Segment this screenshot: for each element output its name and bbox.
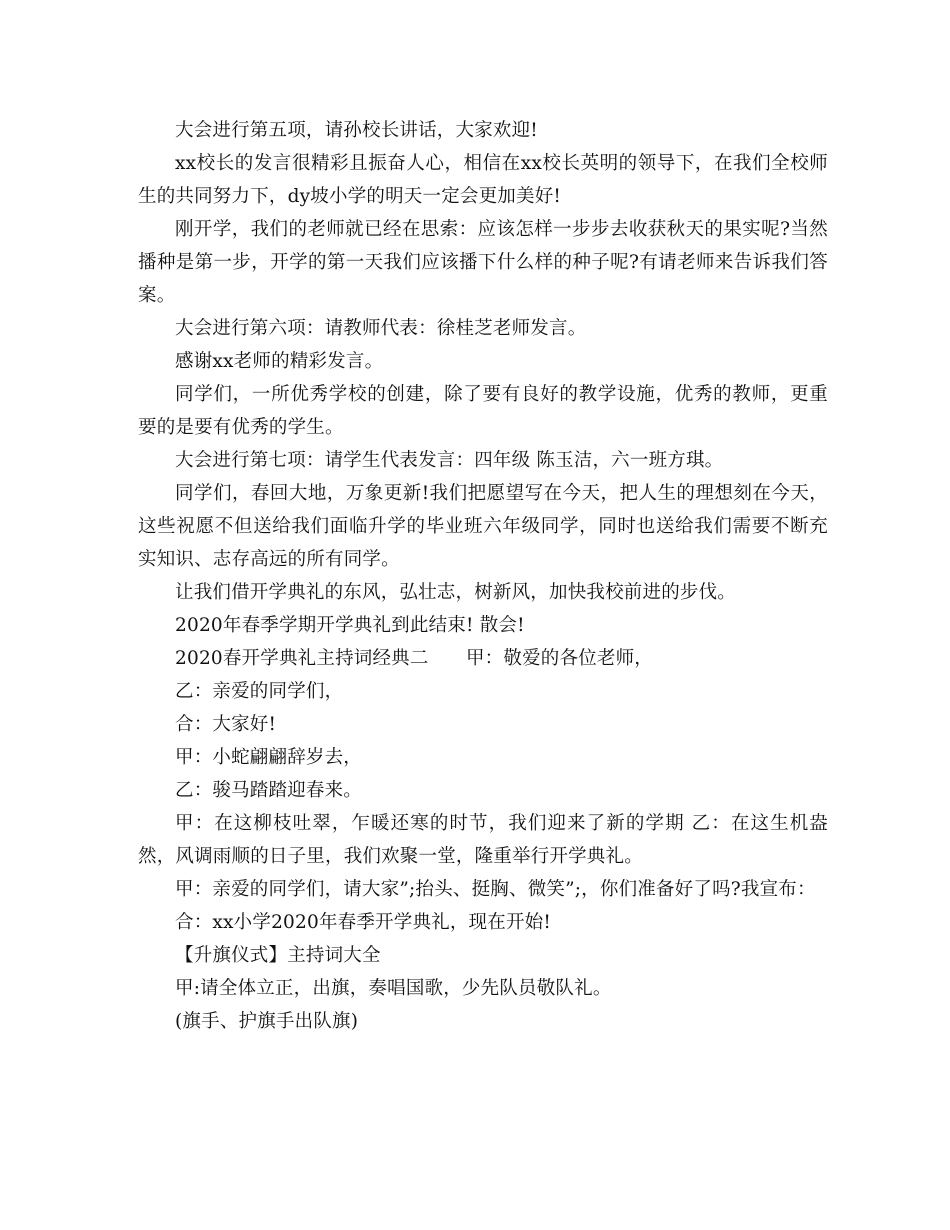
paragraph-16: 甲：在这柳枝吐翠，乍暖还寒的时节，我们迎来了新的学期 乙：在这生机盎然，风调雨顺的日子里，我们欢聚一堂，隆重举行开学典礼。 [138, 813, 828, 867]
paragraph-19: 【升旗仪式】主持词大全 [175, 945, 381, 966]
paragraph-5: 感谢xx老师的精彩发言。 [175, 351, 384, 372]
paragraph-21: (旗手、护旗手出队旗) [175, 1011, 359, 1032]
paragraph-20: 甲:请全体立正，出旗，奏唱国歌，少先队员敬队礼。 [175, 978, 612, 999]
paragraph-2: xx校长的发言很精彩且振奋人心，相信在xx校长英明的领导下，在我们全校师生的共同努力下，dy坡小学的明天一定会更加美好! [138, 153, 828, 207]
paragraph-7: 大会进行第七项：请学生代表发言：四年级 陈玉洁，六一班方琪。 [175, 450, 724, 471]
paragraph-8: 同学们，春回大地，万象更新!我们把愿望写在今天，把人生的理想刻在今天，这些祝愿不但送给我们面临升学的毕业班六年级同学，同时也送给我们需要不断充实知识、志存高远的所有同学。 [138, 483, 828, 570]
paragraph-17: 甲：亲爱的同学们，请大家”;抬头、挺胸、微笑”;，你们准备好了吗?我宣布： [175, 879, 816, 900]
paragraph-12: 乙：亲爱的同学们， [175, 681, 344, 702]
paragraph-11: 2020春开学典礼主持词经典二 甲：敬爱的各位老师， [175, 648, 653, 669]
paragraph-13: 合：大家好! [175, 714, 277, 735]
paragraph-9: 让我们借开学典礼的东风，弘壮志，树新风，加快我校前进的步伐。 [175, 582, 737, 603]
paragraph-14: 甲：小蛇翩翩辞岁去， [175, 747, 363, 768]
paragraph-1: 大会进行第五项，请孙校长讲话，大家欢迎! [175, 120, 538, 141]
paragraph-15: 乙：骏马踏踏迎春来。 [175, 780, 363, 801]
paragraph-18: 合：xx小学2020年春季开学典礼，现在开始! [175, 912, 551, 933]
paragraph-4: 大会进行第六项：请教师代表：徐桂芝老师发言。 [175, 318, 587, 339]
paragraph-6: 同学们，一所优秀学校的创建，除了要有良好的教学设施，优秀的教师，更重要的是要有优秀的学生。 [138, 384, 828, 438]
document-body [138, 114, 828, 1038]
paragraph-10: 2020年春季学期开学典礼到此结束! 散会! [175, 615, 525, 636]
paragraph-3: 刚开学，我们的老师就已经在思索：应该怎样一步步去收获秋天的果实呢?当然播种是第一步，开学的第一天我们应该播下什么样的种子呢?有请老师来告诉我们答案。 [138, 219, 828, 306]
